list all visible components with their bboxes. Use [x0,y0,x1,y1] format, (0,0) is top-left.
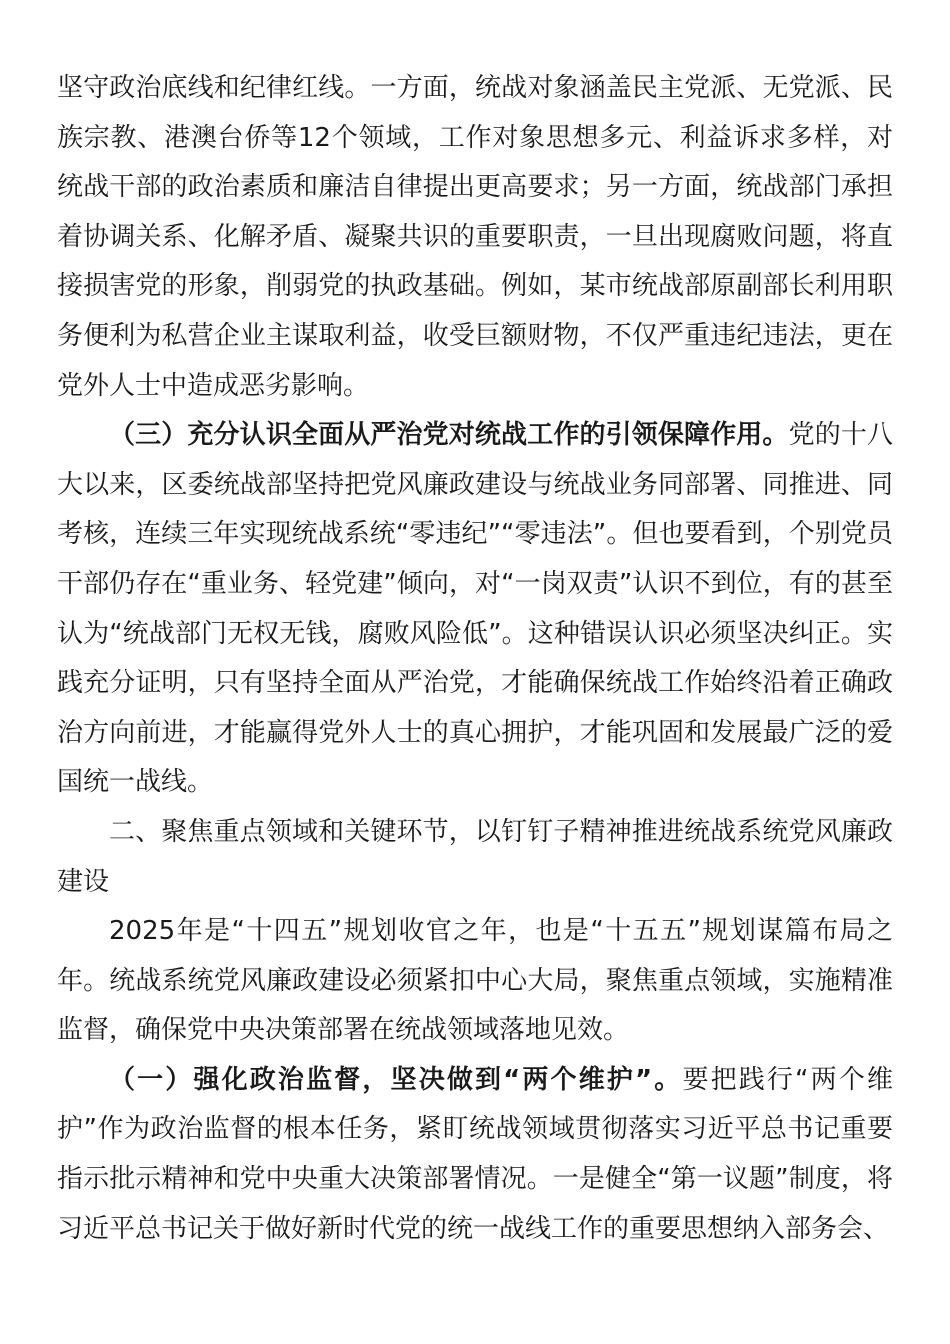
chapter-2-heading [57,808,893,907]
paragraph-2 [57,411,893,808]
paragraph-4 [57,907,893,1056]
paragraph-5-text: 要把践行“两个维护”作为政治监督的根本任务，紧盯统战领域贯彻落实习近平总书记重要指示批示精神和党中央重大决策部署情况。一是健全“第一议题”制度，将习近平总书记关于做好新时代党的统一战线工作的重要思想纳入部务会、 [57,1064,893,1244]
chapter-2-heading-text: 二、聚焦重点领域和关键环节，以钉钉子精神推进统战系统党风廉政建设 [57,816,893,897]
paragraph-1-text: 坚守政治底线和纪律红线。一方面，统战对象涵盖民主党派、无党派、民族宗教、港澳台侨等12个领域，工作对象思想多元、利益诉求多样，对统战干部的政治素质和廉洁自律提出更高要求；另一方面，统战部门承担着协调关系、化解矛盾、凝聚共识的重要职责，一旦出现腐败问题，将直接损害党的形象，削弱党的执政基础。例如，某市统战部原副部长利用职务便利为私营企业主谋取利益，收受巨额财物，不仅严重违纪违法，更在党外人士中造成恶劣影响。 [57,73,893,401]
section-3-heading: （三）充分认识全面从严治党对统战工作的引领保障作用。 [109,420,789,451]
paragraph-2-text: 党的十八大以来，区委统战部坚持把党风廉政建设与统战业务同部署、同推进、同考核，连续三年实现统战系统“零违纪”“零违法”。但也要看到，个别党员干部仍存在“重业务、轻党建”倾向，对“一岗双责”认识不到位，有的甚至认为“统战部门无权无钱，腐败风险低”。这种错误认识必须坚决纠正。实践充分证明，只有坚持全面从严治党，才能确保统战工作始终沿着正确政治方向前进，才能赢得党外人士的真心拥护，才能巩固和发展最广泛的爱国统一战线。 [57,420,893,798]
paragraph-1 [57,64,893,411]
paragraph-4-text: 2025年是“十四五”规划收官之年，也是“十五五”规划谋篇布局之年。统战系统党风廉政建设必须紧扣中心大局，聚焦重点领域，实施精准监督，确保党中央决策部署在统战领域落地见效。 [57,916,893,1046]
section-1-heading: （一）强化政治监督，坚决做到“两个维护”。 [109,1064,683,1095]
document-body [57,64,893,1254]
paragraph-5 [57,1056,893,1254]
